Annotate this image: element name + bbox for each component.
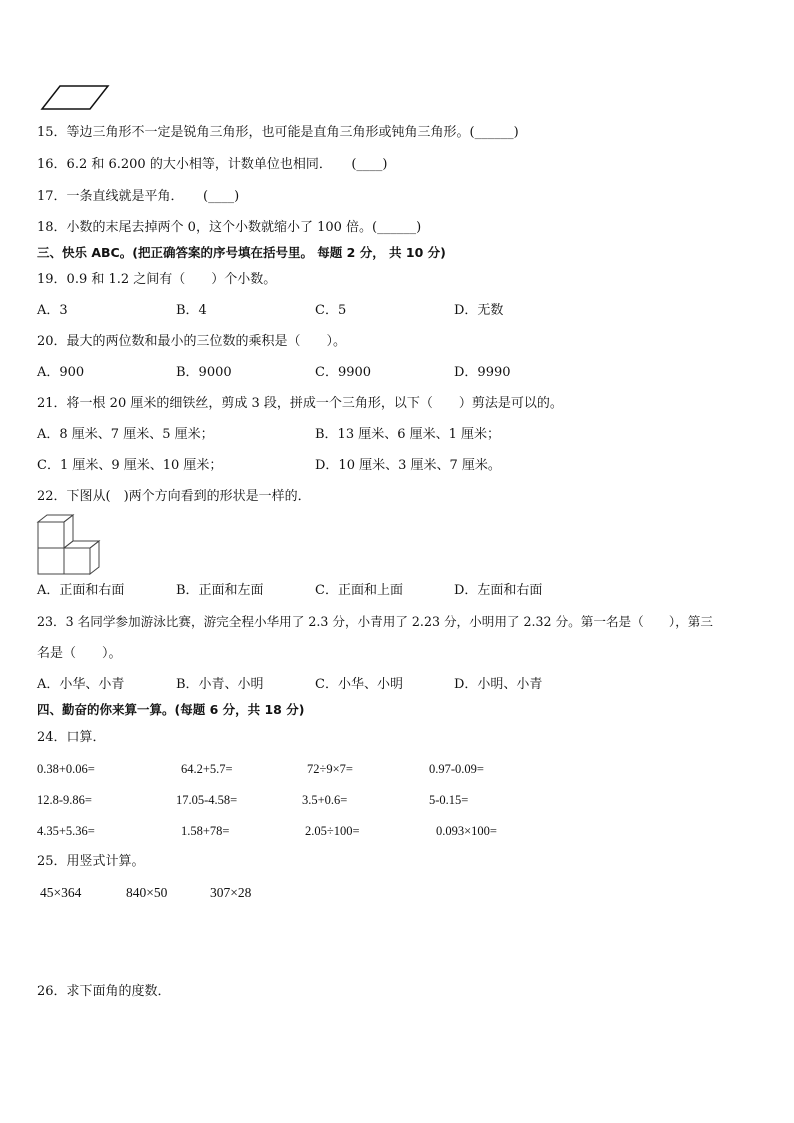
oral-calc-r1-c4: 0.97-0.09= bbox=[429, 762, 484, 776]
oral-calc-r3-c4: 0.093×100= bbox=[436, 824, 497, 838]
oral-calc-r1-c3: 72÷9×7= bbox=[307, 762, 353, 776]
question-20-option-b: B．9000 bbox=[176, 365, 232, 380]
oral-calc-r1-c1: 0.38+0.06= bbox=[37, 762, 95, 776]
question-22-option-b: B．正面和左面 bbox=[176, 583, 264, 598]
vertical-calc-3: 307×28 bbox=[210, 885, 252, 900]
question-20-stem: 20．最大的两位数和最小的三位数的乘积是（ ）。 bbox=[37, 334, 347, 349]
cube-arrangement-figure bbox=[36, 513, 110, 575]
question-21-option-a: A．8 厘米、7 厘米、5 厘米； bbox=[37, 427, 214, 442]
question-26-stem: 26．求下面角的度数． bbox=[37, 984, 171, 999]
question-24-stem: 24．口算． bbox=[37, 730, 106, 745]
question-19-option-d: D．无数 bbox=[454, 303, 504, 318]
oral-calc-r2-c4: 5-0.15= bbox=[429, 793, 469, 807]
question-23-option-c: C．小华、小明 bbox=[315, 677, 403, 692]
question-18: 18．小数的末尾去掉两个 0，这个小数就缩小了 100 倍。(______) bbox=[37, 220, 422, 235]
oral-calc-r3-c2: 1.58+78= bbox=[181, 824, 230, 838]
question-15: 15．等边三角形不一定是锐角三角形，也可能是直角三角形或钝角三角形。(______) bbox=[37, 125, 519, 140]
question-16: 16．6.2 和 6.200 的大小相等，计数单位也相同． (____) bbox=[37, 157, 388, 172]
question-22-option-a: A．正面和右面 bbox=[37, 583, 125, 598]
question-19-option-a: A．3 bbox=[37, 303, 68, 318]
question-20-option-c: C．9900 bbox=[315, 365, 372, 380]
question-23-option-d: D．小明、小青 bbox=[454, 677, 543, 692]
section-3-heading: 三、快乐 ABC。(把正确答案的序号填在括号里。 每题 2 分， 共 10 分) bbox=[37, 245, 446, 260]
oral-calc-r2-c3: 3.5+0.6= bbox=[302, 793, 348, 807]
question-21-option-c: C．1 厘米、9 厘米、10 厘米； bbox=[37, 458, 223, 473]
oral-calc-r3-c1: 4.35+5.36= bbox=[37, 824, 95, 838]
question-22-stem: 22．下图从( )两个方向看到的形状是一样的． bbox=[37, 489, 311, 504]
question-21-stem: 21．将一根 20 厘米的细铁丝，剪成 3 段，拼成一个三角形，以下（ ）剪法是可以的。 bbox=[37, 396, 563, 411]
section-4-heading: 四、勤奋的你来算一算。(每题 6 分，共 18 分) bbox=[37, 702, 305, 717]
oral-calc-r1-c2: 64.2+5.7= bbox=[181, 762, 233, 776]
question-21-option-b: B．13 厘米、6 厘米、1 厘米； bbox=[315, 427, 501, 442]
parallelogram-figure bbox=[40, 84, 112, 112]
question-19-stem: 19．0.9 和 1.2 之间有（ ）个小数。 bbox=[37, 272, 277, 287]
oral-calc-r3-c3: 2.05÷100= bbox=[305, 824, 360, 838]
vertical-calc-1: 45×364 bbox=[40, 885, 82, 900]
oral-calc-r2-c2: 17.05-4.58= bbox=[176, 793, 238, 807]
question-19-option-b: B．4 bbox=[176, 303, 207, 318]
question-20-option-a: A．900 bbox=[37, 365, 85, 380]
question-23-stem-line-2: 名是（ ）。 bbox=[37, 646, 122, 661]
question-22-option-c: C．正面和上面 bbox=[315, 583, 403, 598]
question-25-stem: 25．用竖式计算。 bbox=[37, 854, 145, 869]
oral-calc-r2-c1: 12.8-9.86= bbox=[37, 793, 92, 807]
question-20-option-d: D．9990 bbox=[454, 365, 511, 380]
question-23-option-b: B．小青、小明 bbox=[176, 677, 264, 692]
question-17: 17．一条直线就是平角． (____) bbox=[37, 189, 240, 204]
question-21-option-d: D．10 厘米、3 厘米、7 厘米。 bbox=[315, 458, 501, 473]
question-22-option-d: D．左面和右面 bbox=[454, 583, 543, 598]
question-23-stem-line-1: 23．3 名同学参加游泳比赛，游完全程小华用了 2.3 分，小青用了 2.23 分，小明用了 2.32 分。第一名是（ ），第三 bbox=[37, 614, 713, 629]
question-23-option-a: A．小华、小青 bbox=[37, 677, 125, 692]
question-19-option-c: C．5 bbox=[315, 303, 347, 318]
vertical-calc-2: 840×50 bbox=[126, 885, 168, 900]
